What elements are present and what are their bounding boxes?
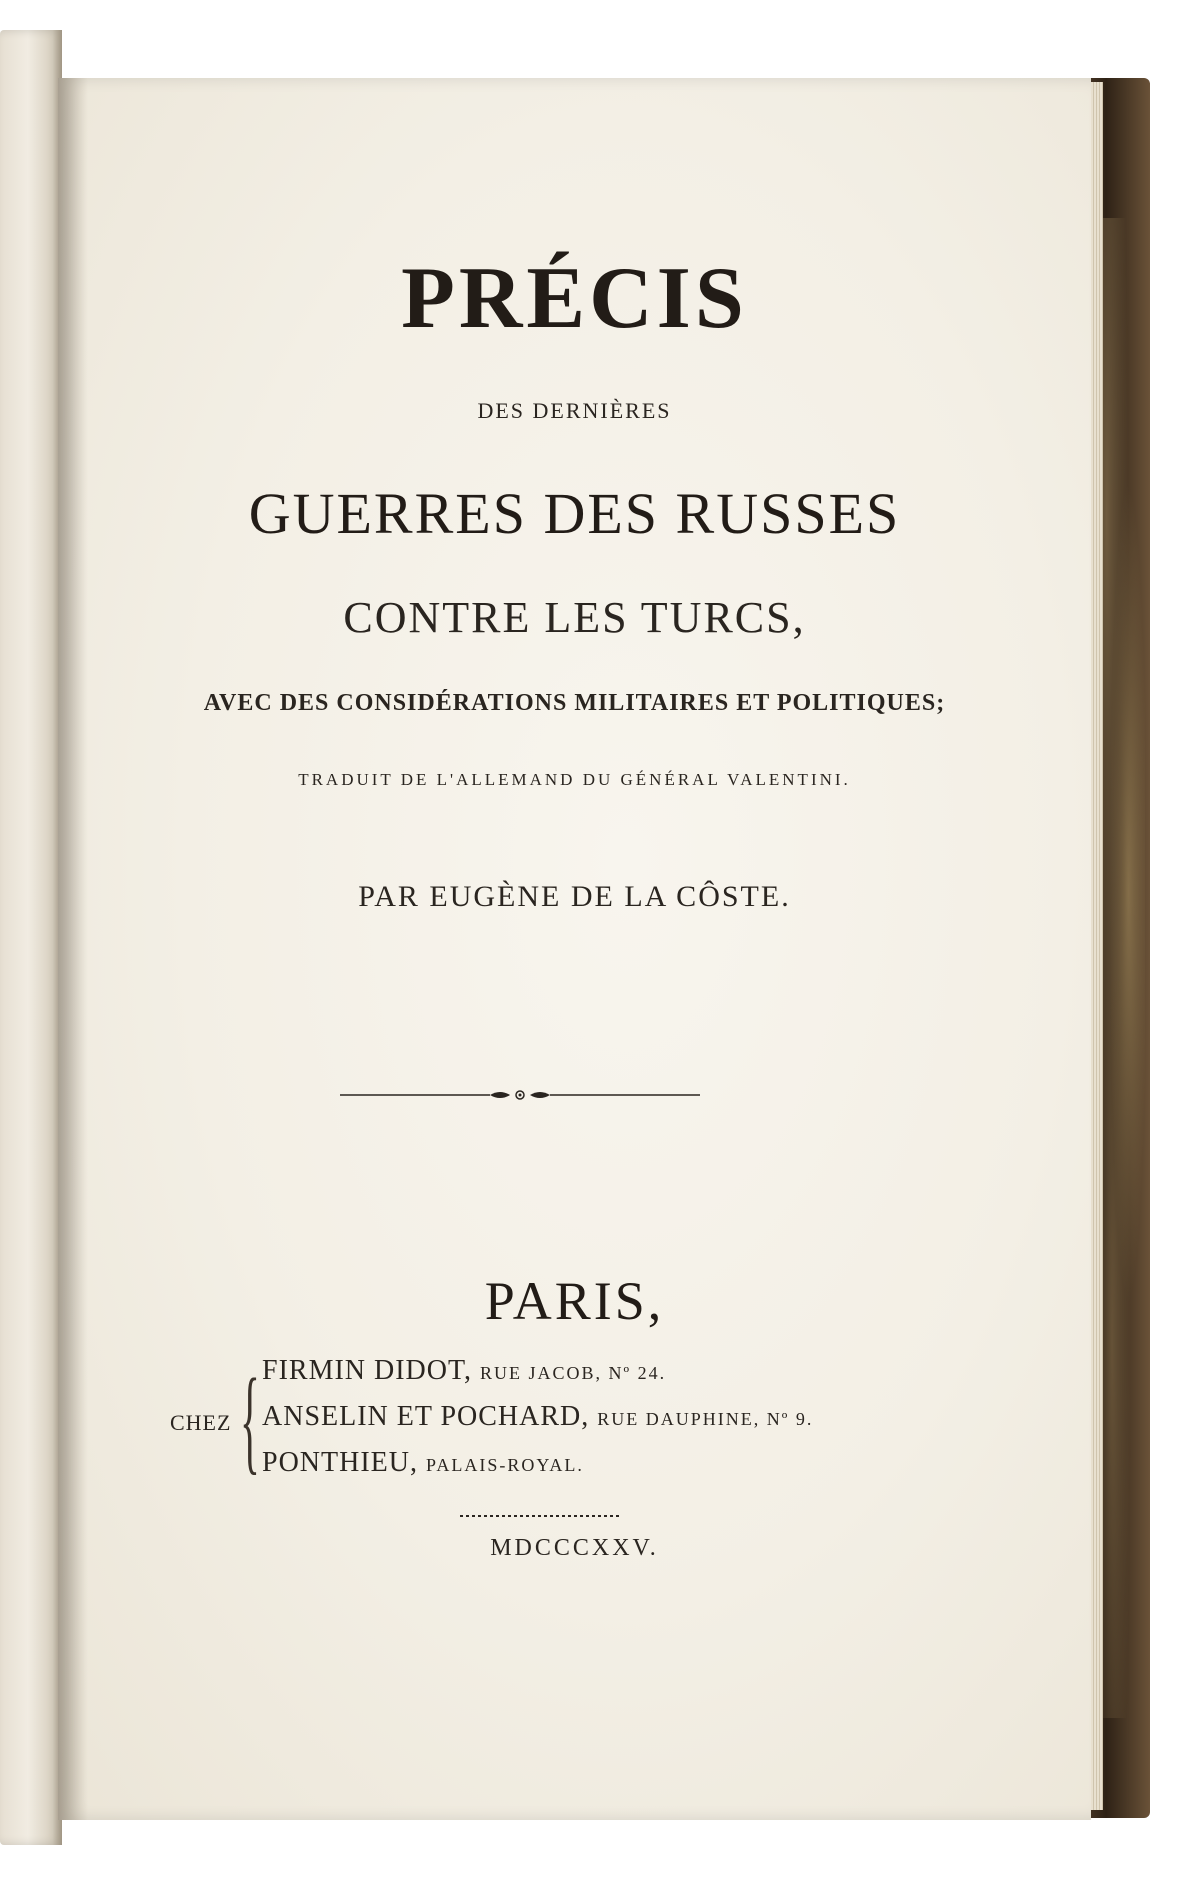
translation-note: TRADUIT DE L'ALLEMAND DU GÉNÉRAL VALENTINI. bbox=[298, 770, 851, 789]
printer-line-3 bbox=[262, 1447, 584, 1479]
dotted-rule bbox=[460, 1512, 620, 1520]
printer-name: PONTHIEU, bbox=[262, 1447, 418, 1478]
subtitle-line-1: DES DERNIÈRES bbox=[477, 398, 672, 423]
author-line: PAR EUGÈNE DE LA CÔSTE. bbox=[358, 880, 791, 913]
printer-address: PALAIS-ROYAL. bbox=[426, 1455, 584, 1475]
printer-address: RUE DAUPHINE, Nº 9. bbox=[597, 1409, 814, 1429]
printer-address: RUE JACOB, Nº 24. bbox=[480, 1363, 667, 1383]
book-title: PRÉCIS bbox=[401, 250, 748, 347]
printer-name: ANSELIN ET POCHARD, bbox=[262, 1401, 590, 1432]
subtitle-line-2: GUERRES DES RUSSES bbox=[248, 481, 901, 546]
publication-place: PARIS, bbox=[484, 1271, 665, 1331]
ornament-rule bbox=[340, 1085, 700, 1105]
publication-date: MDCCCXXV. bbox=[490, 1535, 659, 1561]
printer-line-2 bbox=[262, 1401, 813, 1433]
brace-glyph: { bbox=[240, 1354, 260, 1485]
subtitle-line-3: CONTRE LES TURCS, bbox=[343, 593, 806, 642]
imprint-block bbox=[170, 1355, 970, 1495]
printer-line-1 bbox=[262, 1355, 666, 1387]
subtitle-line-4: AVEC DES CONSIDÉRATIONS MILITAIRES ET POLITIQUES; bbox=[203, 690, 946, 716]
facing-page-edge bbox=[0, 30, 62, 1845]
chez-label: CHEZ bbox=[170, 1410, 232, 1435]
printer-name: FIRMIN DIDOT, bbox=[262, 1355, 473, 1386]
